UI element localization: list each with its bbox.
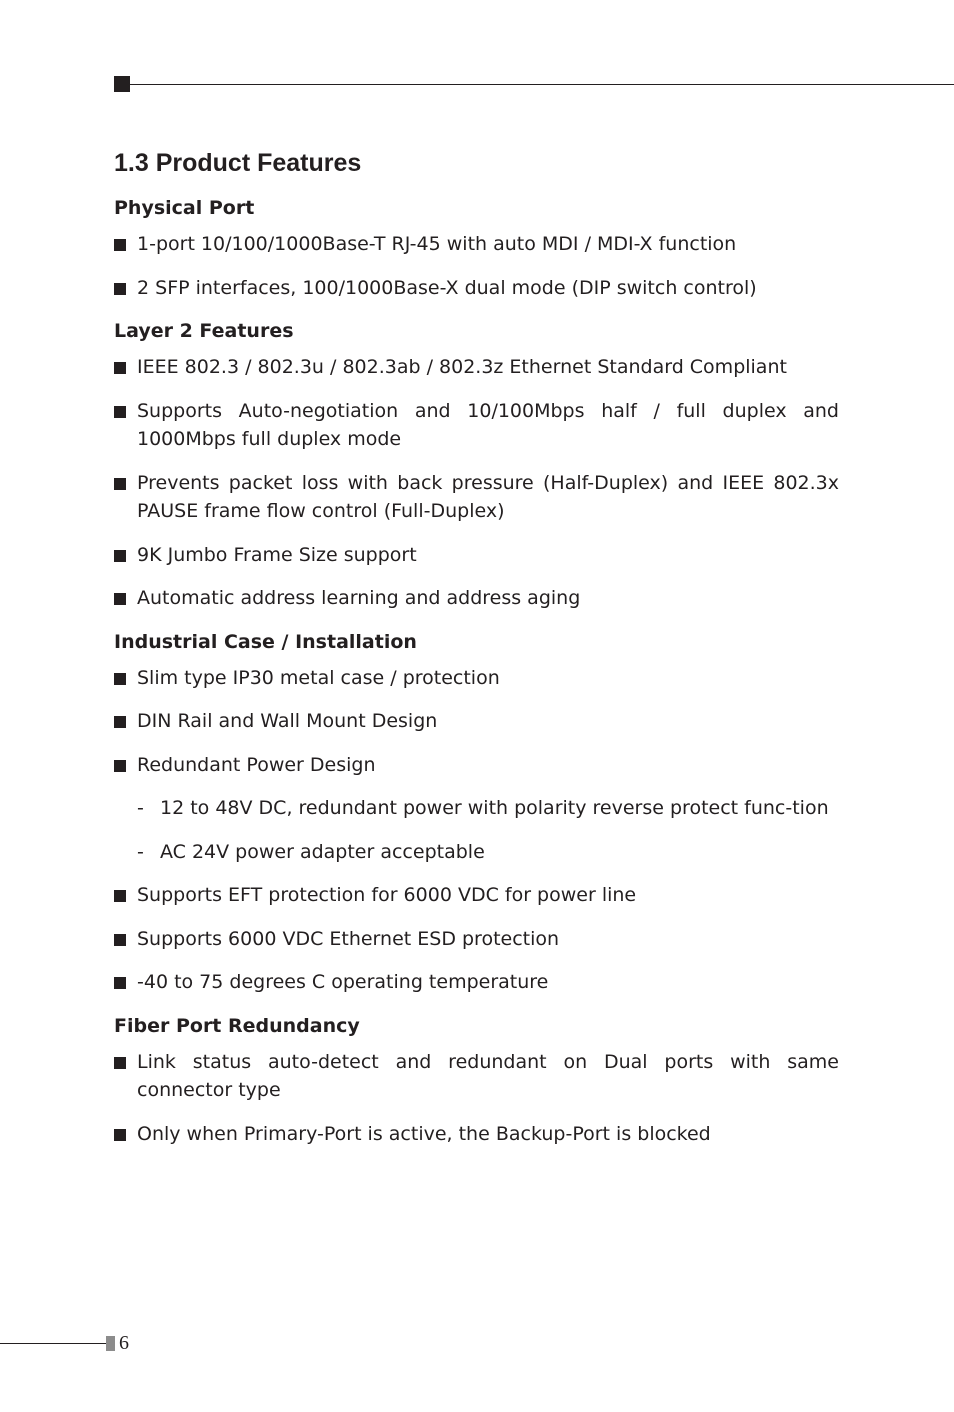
square-bullet-icon	[114, 890, 126, 902]
square-bullet-icon	[114, 550, 126, 562]
sub-heading: Industrial Case / Installation	[114, 630, 417, 653]
list-item: 2 SFP interfaces, 100/1000Base-X dual mode (DIP switch control)	[114, 274, 839, 303]
group-layer2-features	[114, 317, 839, 613]
section-title: 1.3 Product Features	[114, 149, 362, 177]
sub-list-item: - AC 24V power adapter acceptable	[114, 838, 839, 867]
square-bullet-icon	[114, 362, 126, 374]
square-bullet-icon	[114, 716, 126, 728]
list-item: Automatic address learning and address aging	[114, 584, 839, 613]
square-bullet-icon	[114, 1057, 126, 1069]
dash-bullet-icon: -	[137, 797, 144, 819]
sub-heading: Physical Port	[114, 197, 255, 219]
list-item: Only when Primary-Port is active, the Backup-Port is blocked	[114, 1120, 839, 1149]
list-item: IEEE 802.3 / 802.3u / 802.3ab / 802.3z Ethernet Standard Compliant	[114, 353, 839, 382]
list-item: Link status auto-detect and redundant on Dual ports with same connector type	[114, 1048, 839, 1105]
footer-mark	[106, 1336, 115, 1351]
list-item: -40 to 75 degrees C operating temperature	[114, 968, 839, 997]
group-physical-port	[114, 194, 839, 302]
list-item: 1-port 10/100/1000Base-T RJ-45 with auto MDI / MDI-X function	[114, 230, 839, 259]
list-item: Supports 6000 VDC Ethernet ESD protection	[114, 925, 839, 954]
group-industrial-case	[114, 628, 839, 997]
header-square-mark	[114, 76, 130, 92]
list-item: Prevents packet loss with back pressure (Half-Duplex) and IEEE 802.3x PAUSE frame flow control (Full-Duplex)	[114, 469, 839, 526]
square-bullet-icon	[114, 934, 126, 946]
list-item: Supports Auto-negotiation and 10/100Mbps half / full duplex and 1000Mbps full duplex mode	[114, 397, 839, 454]
footer-rule	[0, 1343, 106, 1344]
page-content	[114, 146, 839, 1163]
list-item: Supports EFT protection for 6000 VDC for power line	[114, 881, 839, 910]
square-bullet-icon	[114, 283, 126, 295]
square-bullet-icon	[114, 478, 126, 490]
square-bullet-icon	[114, 1129, 126, 1141]
list-item: Redundant Power Design	[114, 751, 839, 780]
dash-bullet-icon: -	[137, 840, 144, 863]
sub-heading: Fiber Port Redundancy	[114, 1014, 360, 1037]
header-rule	[130, 84, 954, 85]
sub-heading: Layer 2 Features	[114, 320, 294, 342]
list-item: 9K Jumbo Frame Size support	[114, 541, 839, 570]
square-bullet-icon	[114, 673, 126, 685]
square-bullet-icon	[114, 977, 126, 989]
list-item: DIN Rail and Wall Mount Design	[114, 707, 839, 736]
square-bullet-icon	[114, 760, 126, 772]
group-fiber-port-redundancy	[114, 1012, 839, 1149]
list-item: Slim type IP30 metal case / protection	[114, 664, 839, 693]
square-bullet-icon	[114, 239, 126, 251]
square-bullet-icon	[114, 406, 126, 418]
sub-list-item: - 12 to 48V DC, redundant power with polarity reverse protect func-tion	[114, 794, 839, 823]
page-number: 6	[119, 1332, 129, 1354]
square-bullet-icon	[114, 593, 126, 605]
